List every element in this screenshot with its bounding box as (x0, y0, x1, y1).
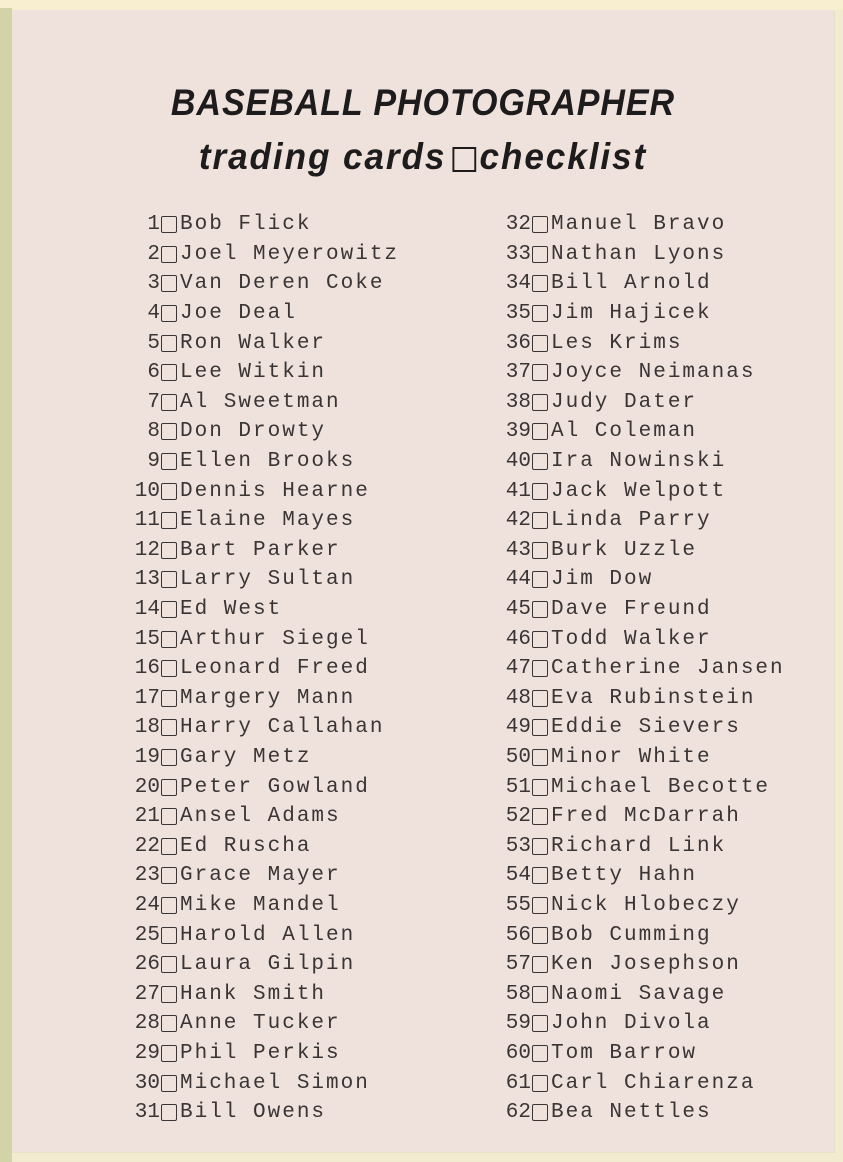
checkbox[interactable] (161, 719, 177, 736)
photographer-name: John Divola (551, 1012, 712, 1036)
checkbox[interactable] (532, 1015, 548, 1032)
checklist-item (487, 1039, 785, 1069)
photographer-name: Nick Hlobeczy (551, 893, 741, 917)
card-number: 24 (134, 893, 160, 917)
checklist-item (116, 240, 399, 270)
checklist-item (487, 476, 785, 506)
checklist-item (116, 269, 399, 299)
checkbox[interactable] (161, 690, 177, 707)
checkbox[interactable] (161, 1075, 177, 1092)
photographer-name: Bea Nettles (551, 1101, 712, 1125)
photographer-name: Michael Becotte (551, 775, 771, 799)
photographer-name: Larry Sultan (180, 568, 356, 592)
photographer-name: Al Sweetman (180, 390, 341, 414)
checklist-item (487, 979, 785, 1009)
checkbox[interactable] (532, 512, 548, 529)
checklist-column-left (116, 210, 399, 1127)
checklist-item (116, 447, 399, 477)
checklist-item (487, 713, 785, 743)
checkbox[interactable] (532, 838, 548, 855)
card-number: 47 (505, 657, 531, 681)
card-number: 16 (134, 657, 160, 681)
checklist-item (116, 802, 399, 832)
photographer-name: Jim Hajicek (551, 302, 712, 326)
card-number: 51 (505, 775, 531, 799)
photographer-name: Bob Cumming (551, 923, 712, 947)
card-number: 58 (505, 982, 531, 1006)
checkbox[interactable] (161, 512, 177, 529)
card-number: 39 (505, 420, 531, 444)
photographer-name: Betty Hahn (551, 864, 698, 888)
photographer-name: Joe Deal (180, 302, 297, 326)
photographer-name: Gary Metz (180, 745, 312, 769)
checklist-item (487, 772, 785, 802)
card-number: 37 (505, 361, 531, 385)
card-number: 55 (505, 893, 531, 917)
checkbox[interactable] (532, 571, 548, 588)
checklist-item (116, 210, 399, 240)
card-number: 11 (134, 509, 160, 533)
checklist-item (487, 802, 785, 832)
photographer-name: Linda Parry (551, 509, 712, 533)
card-number: 21 (134, 805, 160, 829)
checkbox[interactable] (161, 246, 177, 263)
checkbox[interactable] (161, 1015, 177, 1032)
photographer-name: Elaine Mayes (180, 509, 356, 533)
photographer-name: Lee Witkin (180, 361, 327, 385)
checklist-item (487, 684, 785, 714)
checkbox[interactable] (532, 867, 548, 884)
card-number: 46 (505, 627, 531, 651)
card-number: 45 (505, 598, 531, 622)
card-number: 42 (505, 509, 531, 533)
checkbox[interactable] (161, 631, 177, 648)
card-number: 56 (505, 923, 531, 947)
title-checklist: checklist (479, 136, 648, 177)
photographer-name: Richard Link (551, 834, 727, 858)
checklist-item (116, 920, 399, 950)
checkbox[interactable] (532, 927, 548, 944)
checklist-item (487, 388, 785, 418)
photographer-name: Carl Chiarenza (551, 1071, 756, 1095)
checkbox[interactable] (532, 986, 548, 1003)
card-number: 9 (147, 450, 160, 474)
photographer-name: Hank Smith (180, 982, 327, 1006)
card-number: 13 (134, 568, 160, 592)
card-number: 59 (505, 1012, 531, 1036)
checklist-item (116, 624, 399, 654)
card-number: 28 (134, 1012, 160, 1036)
photographer-name: Margery Mann (180, 686, 356, 710)
card-number: 3 (147, 272, 160, 296)
card-number: 54 (505, 864, 531, 888)
photographer-name: Naomi Savage (551, 982, 727, 1006)
photographer-name: Catherine Jansen (551, 657, 785, 681)
checkbox[interactable] (532, 660, 548, 677)
photographer-name: Manuel Bravo (551, 213, 727, 237)
photographer-name: Arthur Siegel (180, 627, 370, 651)
card-number: 33 (505, 242, 531, 266)
checkbox[interactable] (161, 779, 177, 796)
photographer-name: Fred McDarrah (551, 805, 741, 829)
photographer-name: Les Krims (551, 331, 683, 355)
checkbox[interactable] (161, 335, 177, 352)
checkbox[interactable] (161, 897, 177, 914)
title-trading-cards: trading cards (198, 136, 447, 177)
checkbox[interactable] (161, 364, 177, 381)
checkbox[interactable] (532, 897, 548, 914)
card-number: 36 (505, 331, 531, 355)
card-number: 48 (505, 686, 531, 710)
photographer-name: Van Deren Coke (180, 272, 385, 296)
photographer-name: Bill Arnold (551, 272, 712, 296)
checkbox[interactable] (532, 631, 548, 648)
card-number: 25 (134, 923, 160, 947)
photographer-name: Mike Mandel (180, 893, 341, 917)
photographer-name: Leonard Freed (180, 657, 370, 681)
checkbox[interactable] (532, 453, 548, 470)
photographer-name: Ira Nowinski (551, 450, 727, 474)
card-number: 10 (134, 479, 160, 503)
card-number: 38 (505, 390, 531, 414)
card-number: 1 (147, 213, 160, 237)
checkbox[interactable] (161, 305, 177, 322)
checklist-item (487, 269, 785, 299)
photographer-name: Joel Meyerowitz (180, 242, 400, 266)
checkbox[interactable] (532, 719, 548, 736)
checkbox[interactable] (161, 216, 177, 233)
checkbox[interactable] (532, 1045, 548, 1062)
checklist-item (116, 979, 399, 1009)
checklist-item (116, 328, 399, 358)
checklist-item (116, 743, 399, 773)
card-number: 26 (134, 953, 160, 977)
checkbox[interactable] (532, 275, 548, 292)
checkbox-icon (452, 147, 476, 172)
photographer-name: Todd Walker (551, 627, 712, 651)
checklist-item (116, 713, 399, 743)
card-number: 60 (505, 1041, 531, 1065)
photographer-name: Harold Allen (180, 923, 356, 947)
checkbox[interactable] (161, 808, 177, 825)
checkbox[interactable] (532, 335, 548, 352)
checkbox[interactable] (161, 660, 177, 677)
checkbox[interactable] (532, 542, 548, 559)
checklist-item (116, 1098, 399, 1128)
checklist-item (116, 565, 399, 595)
checklist-item (116, 684, 399, 714)
checklist-item (487, 417, 785, 447)
checkbox[interactable] (532, 1104, 548, 1121)
photographer-name: Eddie Sievers (551, 716, 741, 740)
checklist-item (116, 861, 399, 891)
checkbox[interactable] (532, 779, 548, 796)
checkbox[interactable] (532, 305, 548, 322)
checkbox[interactable] (161, 986, 177, 1003)
checklist-item (116, 388, 399, 418)
checklist-item (116, 1039, 399, 1069)
photographer-name: Joyce Neimanas (551, 361, 756, 385)
checklist-item (487, 447, 785, 477)
checkbox[interactable] (161, 1045, 177, 1062)
photographer-name: Judy Dater (551, 390, 698, 414)
photographer-name: Anne Tucker (180, 1012, 341, 1036)
checklist-item (487, 920, 785, 950)
photographer-name: Ken Josephson (551, 953, 741, 977)
checklist-item (487, 1098, 785, 1128)
card-number: 62 (505, 1101, 531, 1125)
checkbox[interactable] (532, 423, 548, 440)
checklist-item (487, 506, 785, 536)
checklist-item (116, 536, 399, 566)
photographer-name: Al Coleman (551, 420, 698, 444)
checklist-item (116, 654, 399, 684)
checklist-item (116, 476, 399, 506)
checkbox[interactable] (532, 956, 548, 973)
checklist-item (487, 891, 785, 921)
mat-top-edge (0, 0, 843, 10)
checkbox[interactable] (161, 571, 177, 588)
card-number: 53 (505, 834, 531, 858)
checklist-item (116, 772, 399, 802)
checklist-item (116, 950, 399, 980)
checkbox[interactable] (161, 483, 177, 500)
card-number: 31 (134, 1101, 160, 1125)
checkbox[interactable] (161, 838, 177, 855)
checkbox[interactable] (532, 690, 548, 707)
mat-left-edge (0, 8, 12, 1162)
checkbox[interactable] (161, 394, 177, 411)
checklist-item (487, 328, 785, 358)
checklist-item (487, 950, 785, 980)
card-number: 57 (505, 953, 531, 977)
checkbox[interactable] (161, 542, 177, 559)
card-number: 7 (147, 390, 160, 414)
checkbox[interactable] (161, 601, 177, 618)
checklist-item (116, 891, 399, 921)
checklist-item (116, 1068, 399, 1098)
photographer-name: Dennis Hearne (180, 479, 370, 503)
photographer-name: Jim Dow (551, 568, 654, 592)
checklist-item (487, 831, 785, 861)
checklist-item (487, 210, 785, 240)
photographer-name: Peter Gowland (180, 775, 370, 799)
photographer-name: Dave Freund (551, 598, 712, 622)
checklist-item (487, 595, 785, 625)
checklist-item (487, 654, 785, 684)
photographer-name: Ellen Brooks (180, 450, 356, 474)
checklist-item (487, 299, 785, 329)
photographer-name: Minor White (551, 745, 712, 769)
checklist-item (487, 861, 785, 891)
photographer-name: Grace Mayer (180, 864, 341, 888)
checklist-item (116, 1009, 399, 1039)
checkbox[interactable] (532, 1075, 548, 1092)
checkbox[interactable] (532, 364, 548, 381)
photographer-name: Burk Uzzle (551, 538, 698, 562)
photographer-name: Nathan Lyons (551, 242, 727, 266)
checklist-item (116, 299, 399, 329)
card-number: 8 (147, 420, 160, 444)
checkbox[interactable] (161, 927, 177, 944)
card-number: 30 (134, 1071, 160, 1095)
card-number: 29 (134, 1041, 160, 1065)
card-number: 4 (147, 302, 160, 326)
card-number: 2 (147, 242, 160, 266)
checkbox[interactable] (532, 246, 548, 263)
checklist-item (487, 624, 785, 654)
checklist-item (487, 358, 785, 388)
card-number: 32 (505, 213, 531, 237)
checklist-item (487, 1009, 785, 1039)
checkbox[interactable] (532, 483, 548, 500)
card-number: 12 (134, 538, 160, 562)
card-number: 52 (505, 805, 531, 829)
photographer-name: Tom Barrow (551, 1041, 698, 1065)
photographer-name: Don Drowty (180, 420, 327, 444)
photographer-name: Phil Perkis (180, 1041, 341, 1065)
checkbox[interactable] (532, 601, 548, 618)
checkbox[interactable] (532, 808, 548, 825)
checklist-item (116, 506, 399, 536)
title-line-1: BASEBALL PHOTOGRAPHER (170, 82, 676, 123)
checklist-item (116, 831, 399, 861)
photographer-name: Ed Ruscha (180, 834, 312, 858)
checklist-item (116, 358, 399, 388)
title-line-2 (33, 136, 814, 178)
card-number: 14 (134, 598, 160, 622)
checkbox[interactable] (161, 867, 177, 884)
card-number: 41 (505, 479, 531, 503)
card-number: 17 (134, 686, 160, 710)
card-number: 27 (134, 982, 160, 1006)
photographer-name: Bart Parker (180, 538, 341, 562)
card-number: 50 (505, 745, 531, 769)
card-number: 6 (147, 361, 160, 385)
photographer-name: Jack Welpott (551, 479, 727, 503)
checklist-item (116, 595, 399, 625)
photographer-name: Eva Rubinstein (551, 686, 756, 710)
checkbox[interactable] (161, 956, 177, 973)
photographer-name: Laura Gilpin (180, 953, 356, 977)
checkbox[interactable] (532, 394, 548, 411)
photographer-name: Bill Owens (180, 1101, 327, 1125)
photographer-name: Michael Simon (180, 1071, 370, 1095)
checkbox[interactable] (161, 275, 177, 292)
checkbox[interactable] (161, 423, 177, 440)
card-number: 34 (505, 272, 531, 296)
checkbox[interactable] (161, 453, 177, 470)
photographer-name: Bob Flick (180, 213, 312, 237)
photographer-name: Ron Walker (180, 331, 327, 355)
card-number: 19 (134, 745, 160, 769)
card-number: 23 (134, 864, 160, 888)
card-number: 49 (505, 716, 531, 740)
card-number: 35 (505, 302, 531, 326)
checkbox[interactable] (161, 1104, 177, 1121)
checklist-card (12, 10, 834, 1152)
checkbox[interactable] (161, 749, 177, 766)
card-number: 18 (134, 716, 160, 740)
checklist-item (487, 536, 785, 566)
photographer-name: Ed West (180, 598, 283, 622)
checklist-column-right (487, 210, 785, 1127)
checkbox[interactable] (532, 749, 548, 766)
card-number: 5 (147, 331, 160, 355)
card-number: 22 (134, 834, 160, 858)
photographer-name: Ansel Adams (180, 805, 341, 829)
checklist-item (487, 743, 785, 773)
checklist-item (487, 240, 785, 270)
card-number: 20 (134, 775, 160, 799)
photographer-name: Harry Callahan (180, 716, 385, 740)
checklist-item (487, 1068, 785, 1098)
checklist-item (116, 417, 399, 447)
card-number: 43 (505, 538, 531, 562)
card-number: 15 (134, 627, 160, 651)
card-number: 61 (505, 1071, 531, 1095)
card-number: 44 (505, 568, 531, 592)
card-number: 40 (505, 450, 531, 474)
checklist-item (487, 565, 785, 595)
checkbox[interactable] (532, 216, 548, 233)
